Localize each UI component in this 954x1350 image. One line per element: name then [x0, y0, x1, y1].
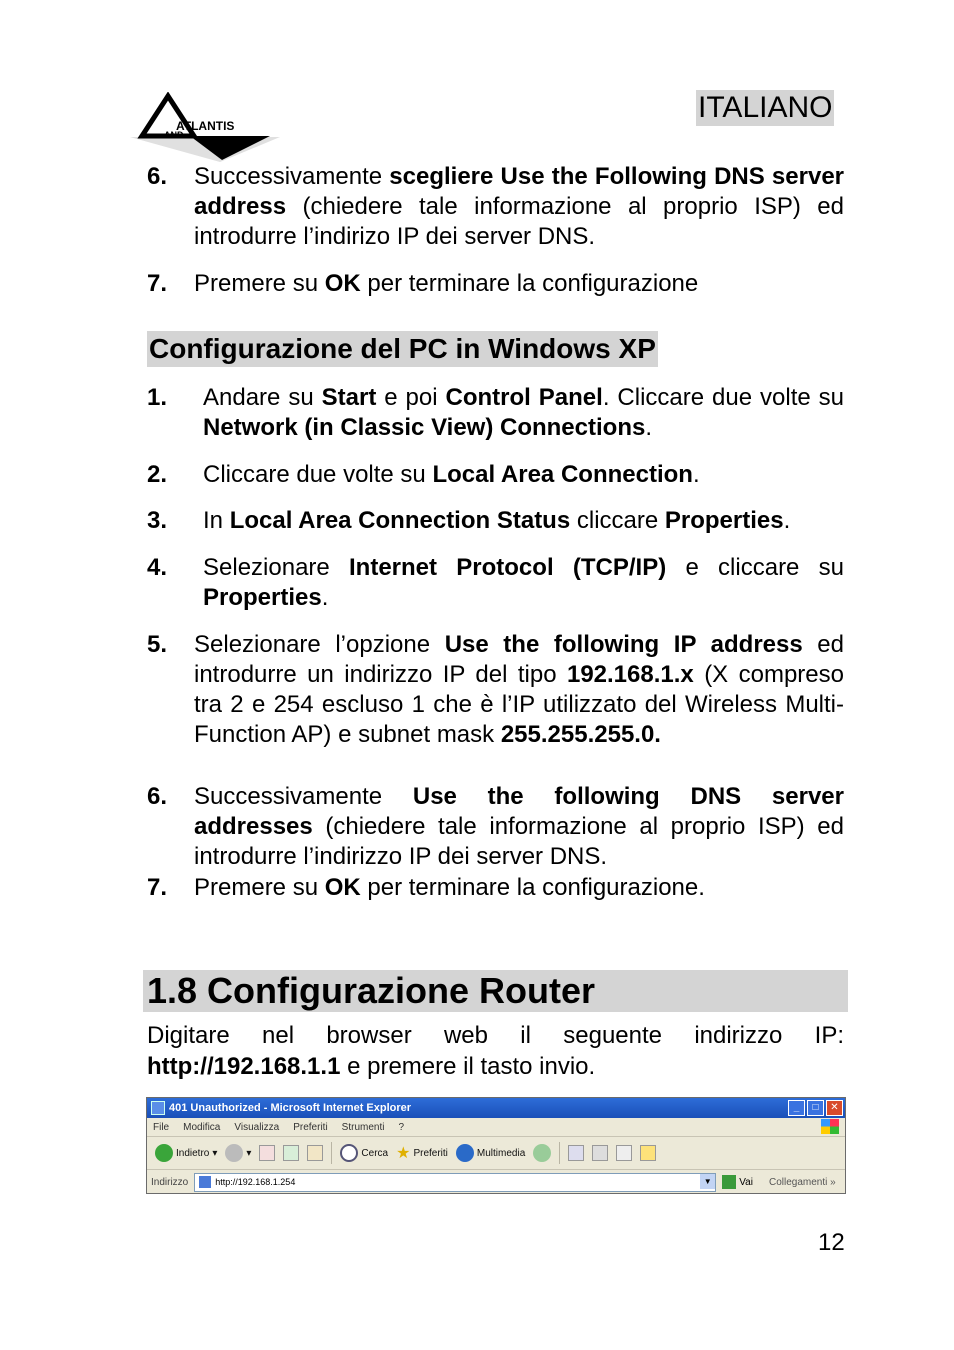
item-number: 1.: [147, 384, 168, 411]
print-icon[interactable]: [592, 1145, 608, 1161]
search-icon: [340, 1144, 358, 1162]
router-url: http://192.168.1.1: [147, 1053, 341, 1080]
item-bold: 192.168.1.x: [566, 661, 694, 688]
address-value: http://192.168.1.254: [215, 1177, 296, 1187]
history-icon[interactable]: [533, 1144, 551, 1162]
language-label: ITALIANO: [698, 91, 833, 124]
item-text: Premere su: [194, 874, 325, 901]
item-text: Andare su: [203, 384, 322, 411]
menu-file[interactable]: File: [153, 1121, 170, 1133]
para-text: Digitare nel browser web il seguente indirizzo IP:: [147, 1022, 844, 1049]
item-number: 2.: [147, 461, 168, 488]
item-number: 6.: [147, 783, 168, 810]
item-text: ed introdurre un indirizzo IP del tipo: [194, 631, 844, 688]
item-text: (chiedere tale informazione al proprio ISP) ed introdurre l’indirizo IP dei server DNS.: [194, 193, 844, 250]
menu-strumenti[interactable]: Strumenti: [341, 1121, 385, 1133]
item-number: 7.: [147, 874, 168, 901]
edit-icon[interactable]: [616, 1145, 632, 1161]
item-bold: Use the following IP address: [444, 631, 803, 658]
list-item: [147, 460, 844, 490]
list-item: [147, 269, 844, 299]
menu-help[interactable]: ?: [398, 1121, 405, 1133]
windows-flag-icon: [821, 1119, 839, 1134]
item-text: cliccare: [570, 507, 665, 534]
item-text: Premere su: [194, 270, 325, 297]
search-label: Cerca: [361, 1147, 389, 1159]
list-item: [147, 162, 844, 252]
list-item: [147, 553, 844, 613]
browser-screenshot: [146, 1097, 846, 1194]
item-text: e cliccare su: [666, 554, 845, 581]
links-button[interactable]: [769, 1177, 836, 1188]
logo-text: ATLANTIS: [176, 119, 235, 133]
browser-title: 401 Unauthorized - Microsoft Internet Explorer: [169, 1102, 412, 1114]
address-bar: [147, 1170, 845, 1194]
toolbar-separator: [331, 1142, 332, 1164]
item-bold: Use the following DNS server addresses: [194, 783, 844, 840]
item-bold: scegliere Use the Following DNS server address: [194, 163, 845, 220]
item-text: per terminare la configurazione.: [360, 874, 705, 901]
section-heading-xp: Configurazione del PC in Windows XP: [147, 331, 658, 367]
item-bold: Local Area Connection Status: [229, 507, 571, 534]
item-bold: Start: [321, 384, 377, 411]
item-text: Cliccare due volte su: [203, 461, 433, 488]
item-number: 7.: [147, 270, 168, 297]
item-text: (X compreso tra 2 e 254 escluso 1 che è l’IP utilizzato del Wireless Multi-Function AP) e subnet mask: [194, 661, 844, 748]
home-icon[interactable]: [307, 1145, 323, 1161]
item-bold: Internet Protocol (TCP/IP): [349, 554, 667, 581]
links-chevron-icon: »: [830, 1176, 836, 1188]
menu-preferiti[interactable]: Preferiti: [293, 1121, 328, 1133]
back-button[interactable]: Indietro ▾: [155, 1144, 217, 1162]
address-dropdown-icon[interactable]: ▼: [700, 1174, 715, 1189]
browser-menu-bar: [147, 1118, 845, 1137]
item-bold: Control Panel: [445, 384, 603, 411]
list-item: [147, 873, 844, 903]
mail-icon[interactable]: [568, 1145, 584, 1161]
toolbar-separator: [559, 1142, 560, 1164]
menu-modifica[interactable]: Modifica: [183, 1121, 221, 1133]
forward-arrow-icon: [225, 1144, 243, 1162]
discuss-icon[interactable]: [640, 1145, 656, 1161]
media-icon: [456, 1144, 474, 1162]
media-button[interactable]: [456, 1144, 525, 1162]
atlantis-logo: [120, 92, 285, 166]
address-label: Indirizzo: [151, 1176, 189, 1188]
item-text: Selezionare: [203, 554, 350, 581]
go-arrow-icon: [722, 1175, 736, 1189]
minimize-button[interactable]: _: [788, 1100, 805, 1116]
item-text: . Cliccare due volte su: [602, 384, 845, 411]
search-button[interactable]: [340, 1144, 388, 1162]
logo-subtext: AND: [164, 130, 184, 140]
item-bold: OK: [324, 270, 361, 297]
item-number: 3.: [147, 507, 168, 534]
item-bold: Network (in Classic View) Connections: [203, 414, 646, 441]
address-input[interactable]: [194, 1173, 716, 1192]
list-item: [147, 383, 844, 443]
para-text: e premere il tasto invio.: [340, 1053, 596, 1080]
item-text: .: [645, 414, 652, 441]
page-icon: [199, 1176, 211, 1188]
refresh-icon[interactable]: [283, 1145, 299, 1161]
close-button[interactable]: ✕: [826, 1100, 843, 1116]
media-label: Multimedia: [476, 1147, 526, 1159]
item-text: .: [321, 584, 329, 611]
menu-visualizza[interactable]: Visualizza: [234, 1121, 280, 1133]
page-number: 12: [818, 1229, 845, 1256]
router-paragraph: [147, 1020, 844, 1082]
item-text: .: [692, 461, 700, 488]
item-number: 4.: [147, 554, 168, 581]
item-text: .: [783, 507, 791, 534]
browser-toolbar: [147, 1137, 845, 1170]
item-bold: Local Area Connection: [432, 461, 693, 488]
go-label: Vai: [739, 1176, 753, 1188]
links-label: Collegamenti: [768, 1176, 828, 1188]
go-button[interactable]: [722, 1175, 753, 1189]
item-text: In: [203, 507, 230, 534]
item-bold: Properties: [203, 584, 322, 611]
back-arrow-icon: [155, 1144, 173, 1162]
favorites-label: Preferiti: [413, 1147, 448, 1159]
maximize-button[interactable]: □: [807, 1100, 824, 1116]
list-item: [147, 506, 844, 536]
item-text: per terminare la configurazione: [360, 270, 699, 297]
item-bold: 255.255.255.0.: [500, 721, 661, 748]
item-text: Successivamente: [194, 783, 413, 810]
item-text: Selezionare l’opzione: [194, 631, 445, 658]
item-number: 5.: [147, 631, 168, 658]
list-item: [147, 782, 844, 872]
favorites-button[interactable]: [396, 1143, 448, 1163]
item-text: (chiedere tale informazione al proprio ISP) ed introdurre l’indirizzo IP dei server DNS.: [194, 813, 844, 870]
star-icon: ★: [396, 1145, 411, 1162]
list-item: [147, 630, 844, 750]
item-text: Successivamente: [194, 163, 390, 190]
forward-button[interactable]: ▾: [225, 1144, 251, 1162]
stop-icon[interactable]: [259, 1145, 275, 1161]
item-bold: OK: [324, 874, 361, 901]
item-number: 6.: [147, 163, 168, 190]
ie-icon: [151, 1101, 165, 1115]
browser-title-bar: [147, 1098, 845, 1118]
item-bold: Properties: [664, 507, 784, 534]
section-heading-router: 1.8 Configurazione Router: [143, 970, 848, 1012]
back-label: Indietro: [176, 1147, 210, 1159]
item-text: e poi: [376, 384, 446, 411]
